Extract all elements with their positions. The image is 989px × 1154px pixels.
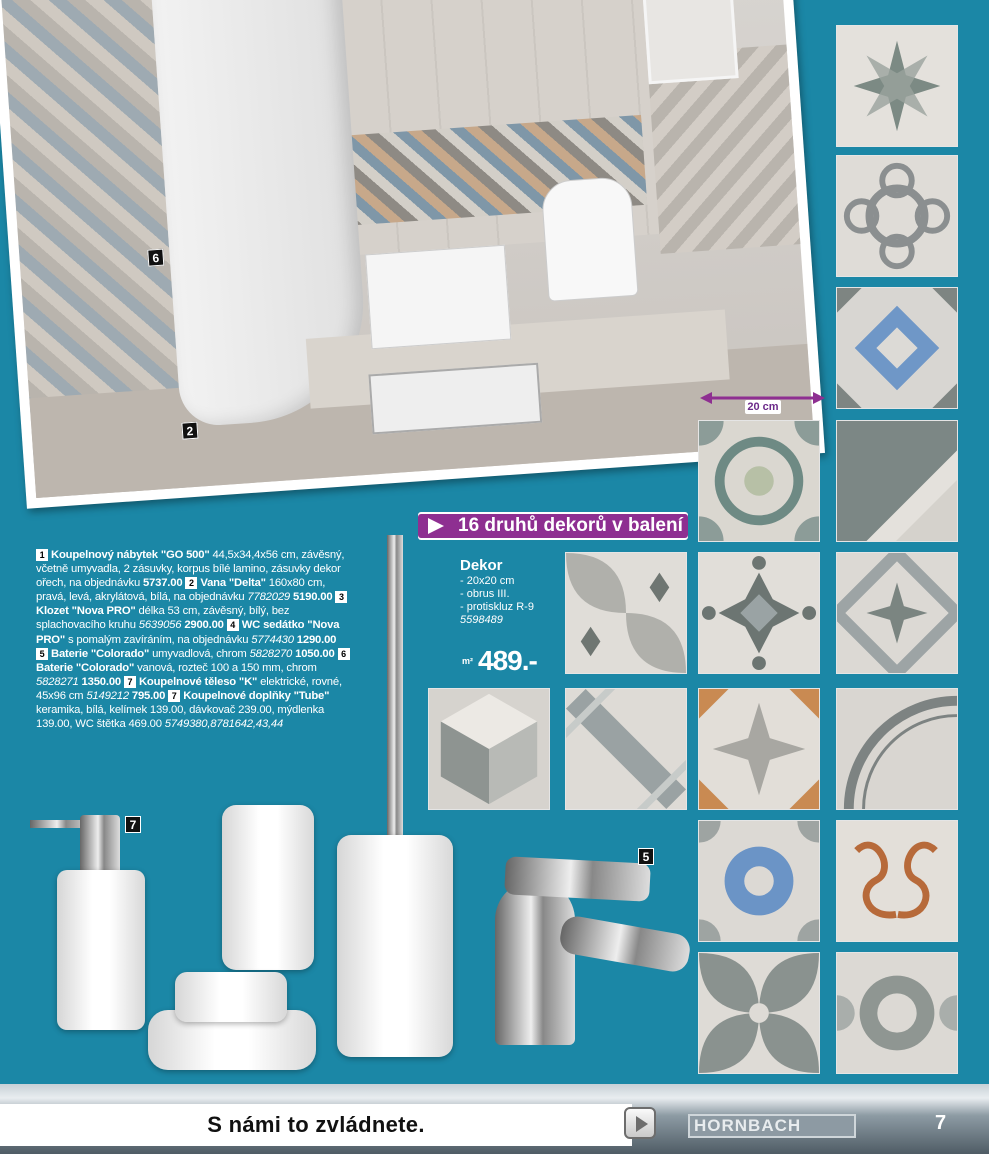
accessory-tag-7: 7 — [125, 816, 141, 833]
product-description: vanová, rozteč 100 a 150 mm, chrom — [134, 661, 317, 674]
product-name: Koupelnový nábytek "GO 500" — [51, 549, 210, 561]
decor-unit: m² — [462, 656, 473, 666]
tile-orange-star — [698, 688, 820, 810]
hornbach-logo: HORNBACH — [688, 1114, 856, 1138]
decor-price: 489.- — [478, 645, 537, 676]
accessory-tag-5: 5 — [638, 848, 654, 865]
product-number: 7 — [168, 690, 180, 702]
tile-petal — [698, 952, 820, 1074]
tile-blue-diamond — [836, 287, 958, 409]
product-description: 44,5x34,4x56 cm, závěsný, včetně umyvadla, 2 zásuvky, korpus bílé lamino, zásuvky dekor ořech, na objednávku — [36, 549, 345, 590]
toilet-image — [540, 176, 638, 302]
decor-line-1: - 20x20 cm — [460, 575, 515, 587]
product-description: 160x80 cm, pravá, levá, akrylátová, bílá, na objednávku — [36, 577, 326, 604]
product-name: Baterie "Colorado" — [36, 661, 135, 674]
decor-title: Dekor — [460, 557, 503, 574]
tile-hearts — [836, 155, 958, 277]
tile-star-grid — [836, 552, 958, 674]
tile-arc — [836, 688, 958, 810]
product-number: 6 — [338, 648, 350, 660]
product-price: 795.00 — [131, 689, 166, 702]
tile-orange-scroll — [836, 820, 958, 942]
product-description: elektrické, rovné, 45x96 cm — [36, 675, 342, 702]
tile-cubes — [428, 688, 550, 810]
product-name: Vana "Delta" — [200, 577, 266, 590]
product-number: 7 — [124, 676, 136, 688]
tile-size-label: 20 cm — [745, 400, 781, 414]
product-item — [36, 648, 338, 660]
radiator-image — [639, 0, 739, 84]
product-code: 5828271 — [36, 675, 79, 688]
decor-code: 5598489 — [460, 614, 503, 626]
banner-text: 16 druhů dekorů v balení — [458, 515, 683, 536]
product-number: 2 — [185, 577, 197, 589]
decor-line-3: - protiskluz R-9 — [460, 601, 534, 613]
drawer-image — [368, 363, 542, 435]
sink-image — [365, 245, 511, 350]
decor-count-banner — [418, 512, 688, 540]
product-name: Klozet "Nova PRO" — [36, 605, 136, 618]
product-code: 5828270 — [249, 647, 293, 660]
product-name: Koupelnové těleso "K" — [138, 675, 258, 688]
page-number: 7 — [935, 1112, 947, 1134]
product-code: 5639056 — [138, 619, 182, 632]
product-number: 1 — [36, 549, 48, 561]
play-triangle-icon — [428, 518, 444, 534]
tile-ornament-green — [698, 420, 820, 542]
photo-tag-6: 6 — [147, 249, 164, 267]
tile-band — [565, 688, 687, 810]
tile-quatrefoil — [836, 952, 958, 1074]
product-code: 7782029 — [247, 591, 291, 604]
tile-star — [836, 25, 958, 147]
product-description: keramika, bílá, kelímek 139.00, dávkovač 239.00, mýdlenka 139.00, WC štětka 469.00 — [36, 704, 325, 731]
product-number: 5 — [36, 648, 48, 660]
tile-blue-ornament — [698, 820, 820, 942]
tile-fleur — [565, 552, 687, 674]
product-name: Baterie "Colorado" — [51, 647, 150, 660]
decor-info — [460, 557, 560, 627]
play-button-icon[interactable] — [624, 1107, 656, 1139]
product-name: Koupelnové doplňky "Tube" — [183, 689, 330, 702]
product-price: 1050.00 — [295, 647, 335, 660]
slogan: S námi to zvládnete. — [0, 1104, 632, 1146]
photo-tag-2: 2 — [181, 422, 198, 440]
product-price: 1350.00 — [81, 675, 121, 688]
decor-line-2: - obrus III. — [460, 588, 510, 600]
product-code: 5774430 — [251, 633, 294, 646]
product-number: 3 — [335, 591, 347, 603]
product-code: 5749380,8781642,43,44 — [164, 718, 284, 731]
product-list — [36, 548, 354, 731]
product-price: 2900.00 — [184, 619, 224, 632]
product-number: 4 — [227, 619, 239, 631]
product-description: délka 53 cm, závěsný, bílý, bez splachovacího kruhu — [36, 605, 290, 632]
tile-cross — [698, 552, 820, 674]
product-code: 5149212 — [86, 689, 129, 702]
product-price: 5190.00 — [292, 591, 333, 604]
product-description: umyvadlová, chrom — [149, 647, 250, 660]
product-price: 1290.00 — [296, 633, 337, 646]
product-price: 5737.00 — [142, 577, 183, 590]
product-description: s pomalým zavíráním, na objednávku — [65, 633, 252, 646]
tile-diagonal — [836, 420, 958, 542]
product-name: WC sedátko "Nova PRO" — [36, 619, 340, 646]
